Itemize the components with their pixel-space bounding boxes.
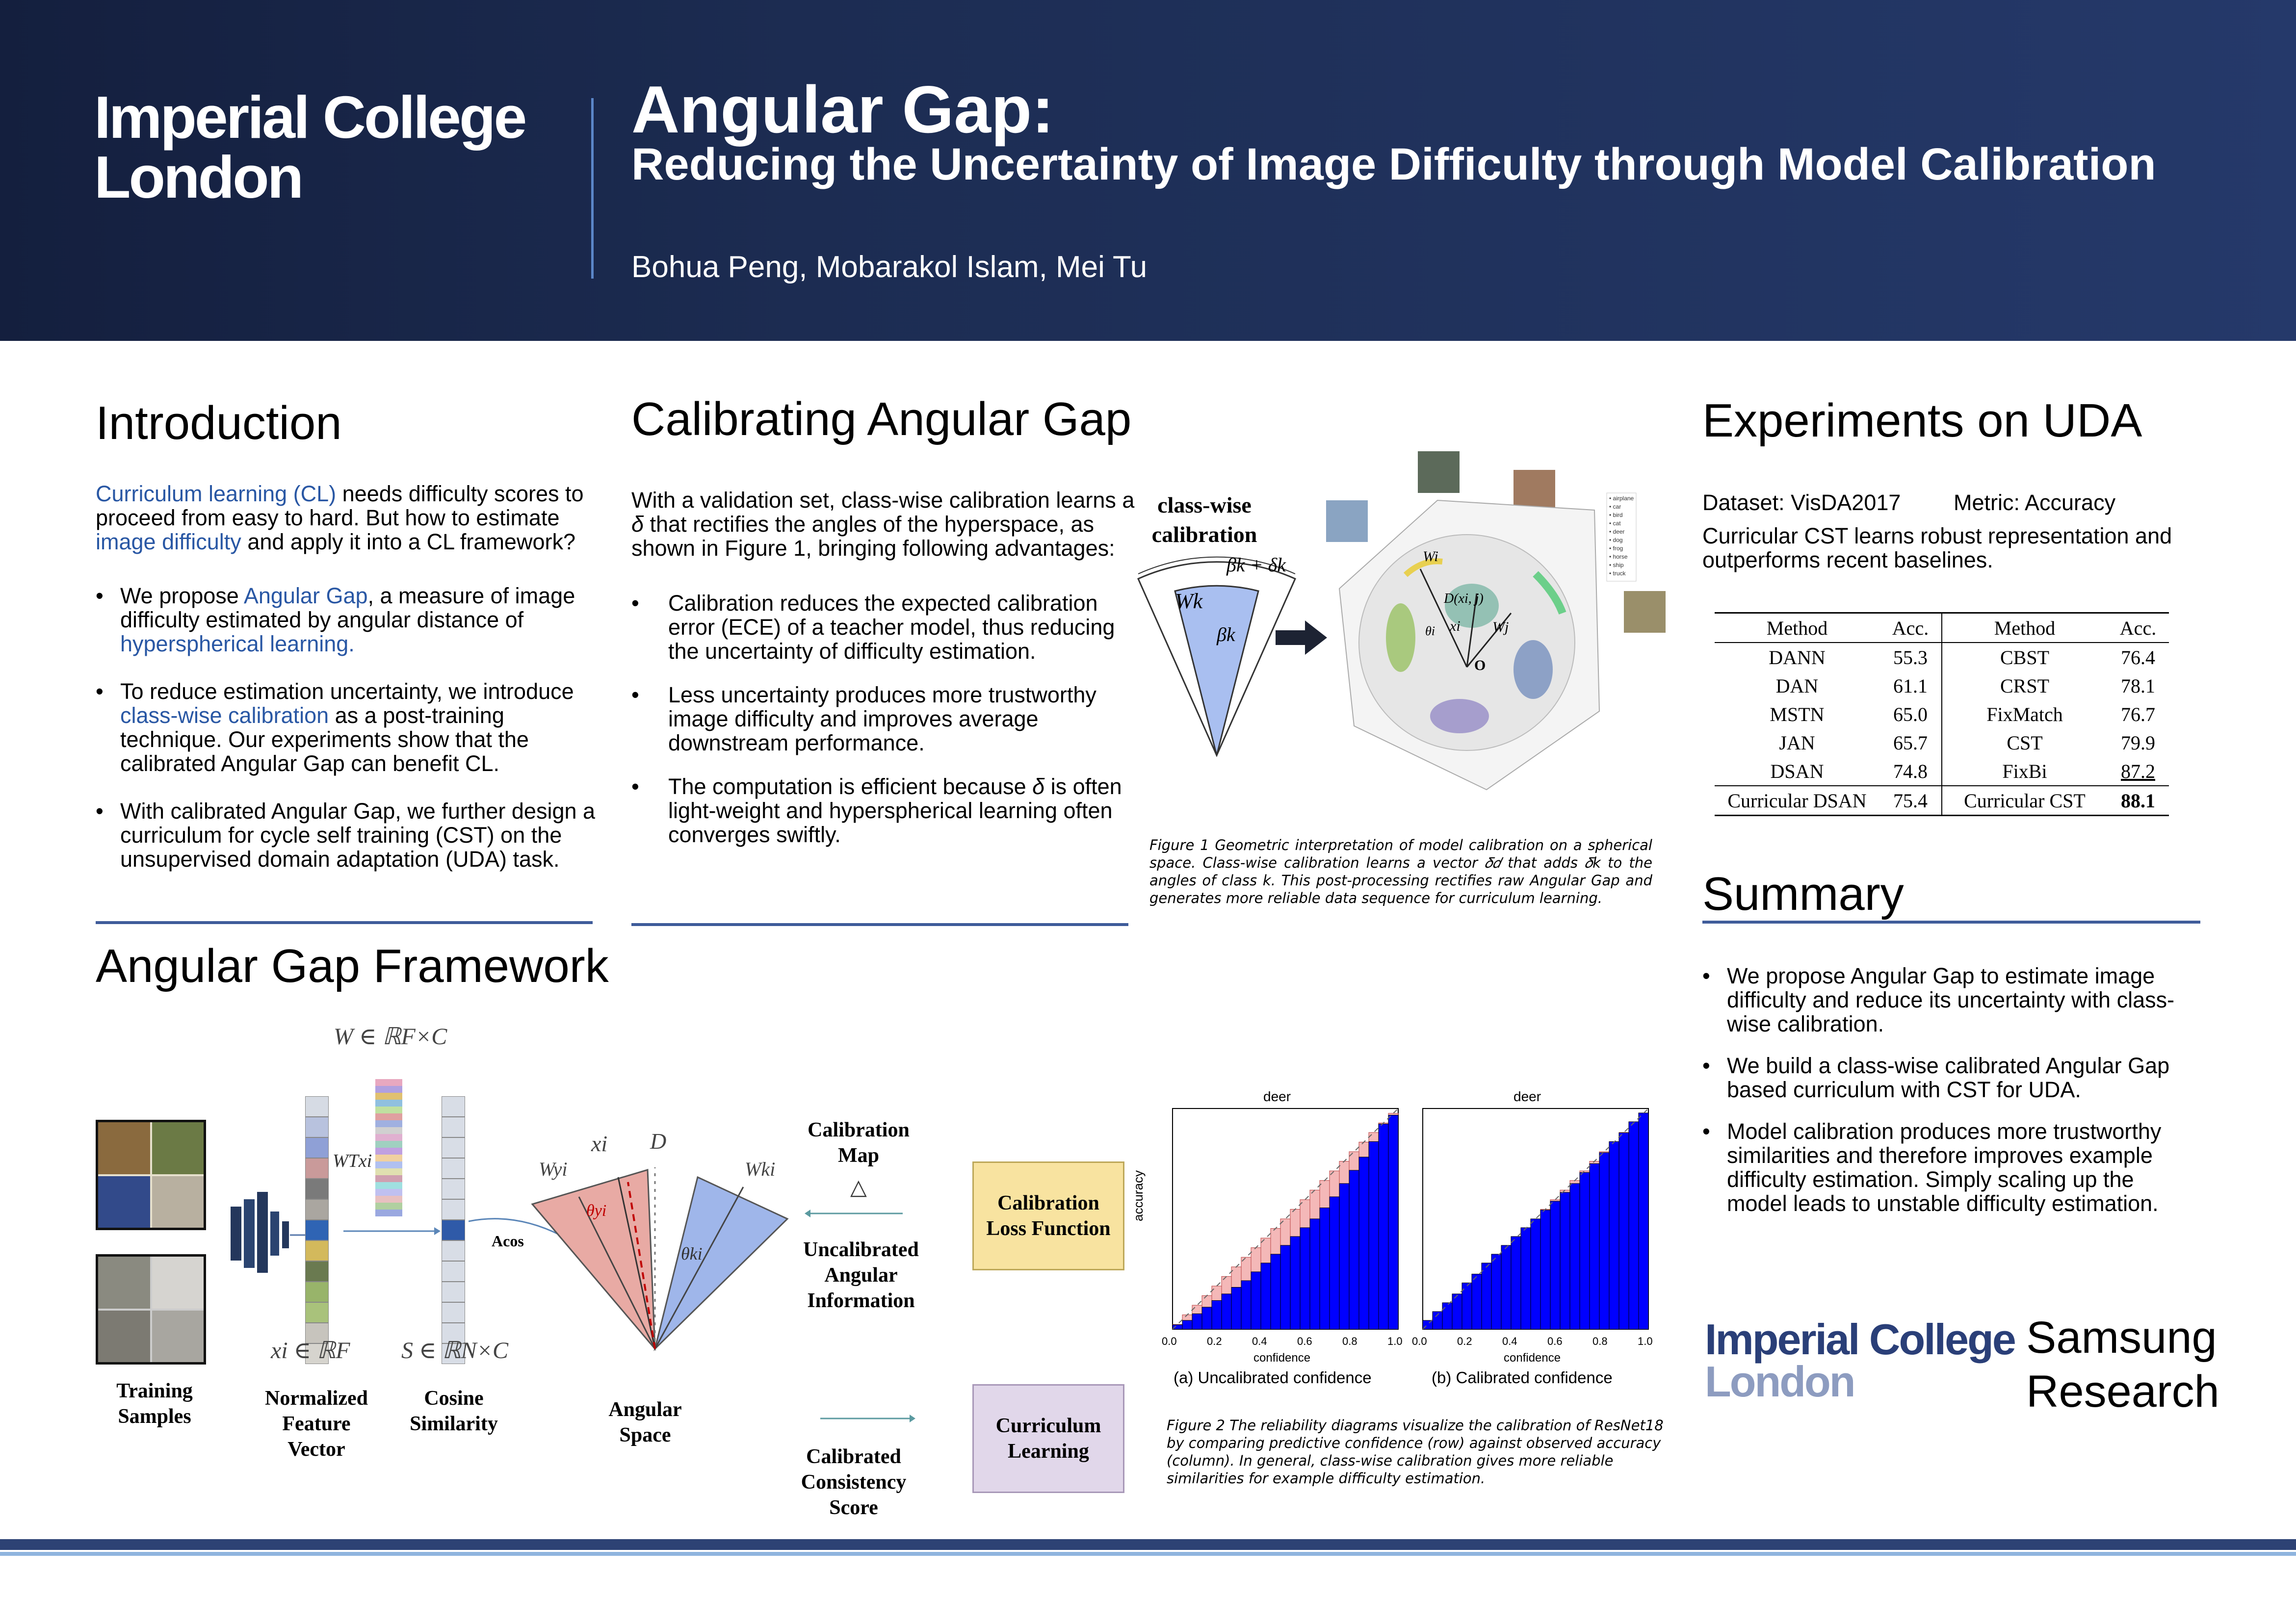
cluster-green	[1386, 603, 1415, 672]
intro-paragraph	[96, 482, 601, 554]
fig1-caption: Figure 1 Geometric interpretation of model calibration on a spherical space. Class-wise calibration learns a vector 𝛿𝑑 that adds 𝛿k to the angles of class k. This post-processing rectifies raw Angular Gap and generates more reliable data sequence for curriculum learning.	[1149, 837, 1652, 906]
gap-bar	[1222, 1276, 1231, 1294]
delta-symbol: δ	[631, 512, 644, 537]
xi-label-fig1: xi	[1450, 618, 1461, 634]
chart-calibrated	[1423, 1108, 1648, 1329]
curriculum-learning-box: Curriculum Learning	[972, 1384, 1124, 1493]
fig2-xticks-a	[1162, 1335, 1403, 1350]
wt-label: WTxi	[333, 1151, 372, 1171]
b3-post: is often light-weight and hyperspherical learning often converges swiftly.	[668, 774, 1122, 847]
x-tick-label: 1.0	[1387, 1335, 1403, 1347]
gap-bar	[1192, 1305, 1202, 1314]
table-row	[1715, 643, 2169, 671]
cluster-blue	[1513, 640, 1553, 699]
logo-line-1: Imperial College	[94, 84, 525, 151]
x-tick-label: 0.0	[1162, 1335, 1177, 1347]
angular-gap-link: Angular Gap	[243, 583, 368, 608]
arrow-head	[434, 1227, 441, 1235]
gap-bar	[1320, 1181, 1330, 1208]
sample-img	[98, 1176, 150, 1228]
wi-label: Wi	[1423, 548, 1438, 565]
s-dim-label: S ∈ ℝN×C	[401, 1338, 508, 1364]
table-cell: 76.4	[2121, 646, 2155, 669]
calibration-loss-box: Calibration Loss Function	[972, 1161, 1124, 1270]
table-cell: FixBi	[2002, 760, 2047, 782]
gap-bar	[1251, 1248, 1261, 1272]
accuracy-bar	[1550, 1201, 1560, 1329]
hyperspherical-link: hyperspherical learning.	[120, 631, 355, 656]
accuracy-bar	[1580, 1173, 1590, 1330]
training-label: Training Samples	[116, 1380, 193, 1428]
table-cell: CRST	[2000, 674, 2050, 697]
sample-img	[98, 1122, 150, 1174]
cal-consist-label: Calibrated Consistency Score	[801, 1445, 907, 1519]
col-method-2: Method	[1994, 617, 2056, 639]
table-cell: Curricular CST	[1964, 789, 2086, 812]
legend-item: • dog	[1609, 537, 1623, 543]
table-cell: FixMatch	[1986, 703, 2063, 725]
accuracy-bar	[1501, 1245, 1511, 1329]
fig2-title-a: deer	[1263, 1089, 1291, 1104]
sample-img	[98, 1311, 150, 1363]
fv-arrow-icon	[343, 1224, 442, 1238]
accuracy-bar	[1330, 1197, 1339, 1329]
accuracy-bar	[1261, 1263, 1271, 1329]
cl-link: Curriculum learning (CL)	[96, 481, 337, 506]
table-row	[1715, 757, 2169, 786]
fig1-legend	[1609, 494, 1634, 578]
fig2-title-b: deer	[1513, 1089, 1541, 1104]
calib-p-pre: With a validation set, class-wise calibration learns a	[631, 488, 1135, 513]
table-cell: 78.1	[2121, 674, 2155, 697]
footer-bar	[0, 1539, 2296, 1550]
accuracy-bar	[1511, 1237, 1521, 1329]
table-cell: MSTN	[1770, 703, 1825, 725]
accuracy-bar	[1629, 1122, 1639, 1329]
thumb-image-4	[1624, 591, 1666, 633]
legend-item: • frog	[1609, 545, 1623, 552]
dist-label: D(xi, j)	[1444, 591, 1484, 606]
legend-item: • airplane	[1609, 495, 1634, 502]
intro-bullet-1	[96, 584, 601, 656]
header-divider	[591, 98, 594, 279]
sample-img	[98, 1257, 150, 1309]
accuracy-bar	[1491, 1254, 1501, 1329]
d-label: D	[650, 1129, 667, 1154]
delta-symbol-2: δ	[1032, 774, 1045, 799]
x-tick-label: 0.4	[1252, 1335, 1267, 1347]
accuracy-bar	[1359, 1157, 1369, 1329]
fig2-caption: Figure 2 The reliability diagrams visualize the calibration of ResNet18 by comparing predictive confidence (row) against observed accuracy (column). In general, class-wise calibration gives more reliable similarities for example difficulty estimation.	[1167, 1417, 1664, 1487]
table-cell: DSAN	[1770, 760, 1824, 782]
accuracy-bar	[1251, 1272, 1261, 1329]
legend-item: • horse	[1609, 553, 1628, 560]
fig2-xlabel-b: confidence	[1504, 1351, 1561, 1365]
table-cell: CBST	[2000, 646, 2050, 669]
intro-heading: Introduction	[96, 397, 342, 449]
table-cell: 74.8	[1879, 757, 1942, 786]
legend-item: • car	[1609, 503, 1621, 510]
layer	[244, 1199, 255, 1268]
table-cell: 76.7	[2121, 703, 2155, 725]
accuracy-bar	[1452, 1294, 1462, 1329]
fig2-xlabel-a: confidence	[1253, 1351, 1311, 1365]
table-cell: 65.0	[1879, 700, 1942, 728]
fig2-ylabel: accuracy	[1131, 1170, 1146, 1221]
cosine-label: Cosine Similarity	[410, 1387, 498, 1435]
wki-label: Wki	[745, 1158, 776, 1180]
training-images-2	[98, 1257, 204, 1362]
w-matrix-label: W ∈ ℝF×C	[334, 1024, 447, 1050]
accuracy-bar	[1173, 1325, 1182, 1329]
thumb-image-1	[1418, 451, 1460, 493]
x-tick-label: 0.8	[1342, 1335, 1357, 1347]
right-arrow-icon	[820, 1413, 916, 1424]
samsung-line1: Samsung	[2026, 1313, 2217, 1363]
intro-bullet-2	[96, 679, 601, 775]
table-cell-best: 88.1	[2121, 789, 2155, 812]
sample-img	[152, 1311, 204, 1363]
x-tick-label: 0.6	[1547, 1335, 1563, 1347]
gap-bar	[1212, 1286, 1222, 1301]
calib-rule	[631, 923, 1128, 926]
legend-item: • bird	[1609, 512, 1623, 518]
weight-matrix	[375, 1079, 402, 1216]
accuracy-bar	[1442, 1303, 1452, 1329]
table-row	[1715, 728, 2169, 757]
beta-delta-label: βk + δk	[1226, 554, 1286, 576]
table-cell: 75.4	[1879, 786, 1942, 816]
col-method-1: Method	[1766, 617, 1828, 639]
poster-title: Angular Gap:	[631, 72, 1054, 147]
accuracy-bar	[1531, 1219, 1540, 1329]
accuracy-bar	[1310, 1219, 1320, 1329]
calib-map-label: Calibration Map	[808, 1119, 910, 1167]
image-difficulty-link: image difficulty	[96, 529, 241, 554]
accuracy-bar	[1192, 1314, 1202, 1330]
x-tick-label: 1.0	[1638, 1335, 1653, 1347]
xi-dim-label: xi ∈ ℝF	[271, 1338, 350, 1364]
gap-bar	[1359, 1142, 1369, 1157]
calib-heading: Calibrating Angular Gap	[631, 393, 1132, 445]
sample-img	[152, 1257, 204, 1309]
accuracy-bar	[1280, 1245, 1290, 1329]
gap-bar	[1271, 1229, 1280, 1254]
cluster-purple	[1430, 699, 1489, 733]
encoder-network-icon	[228, 1172, 307, 1300]
accuracy-bar	[1590, 1164, 1599, 1330]
gap-bar	[1310, 1190, 1320, 1219]
layer	[270, 1212, 279, 1256]
gap-bar	[1339, 1161, 1349, 1184]
calib-bullet-1: • Calibration reduces the expected calibration error (ECE) of a teacher model, thus reducing the uncertainty of difficulty estimation.	[631, 591, 1132, 663]
table-row	[1715, 700, 2169, 728]
theta-label: θi	[1425, 624, 1435, 638]
accuracy-bar	[1369, 1142, 1379, 1330]
wki-sector	[655, 1177, 787, 1349]
calib-paragraph	[631, 488, 1137, 560]
table-row	[1715, 671, 2169, 700]
table-cell: 61.1	[1879, 671, 1942, 700]
intro-bullets	[96, 584, 601, 871]
framework-heading: Angular Gap Framework	[96, 940, 609, 992]
fig1-label: class-wise calibration	[1151, 492, 1257, 547]
imperial-footer-line1: Imperial College	[1705, 1315, 2015, 1364]
thumb-image-3	[1326, 500, 1368, 542]
authors: Bohua Peng, Mobarakol Islam, Mei Tu	[631, 250, 1148, 284]
layer	[282, 1221, 289, 1248]
gap-bar	[1202, 1296, 1212, 1307]
xi-top-label: xi	[591, 1131, 608, 1156]
b1-pre: We propose	[120, 583, 244, 608]
summary-rule	[1702, 921, 2200, 924]
gap-bar	[1369, 1133, 1379, 1142]
accuracy-bar	[1560, 1192, 1570, 1329]
accuracy-bar	[1241, 1281, 1251, 1329]
table-cell: Curricular DSAN	[1727, 789, 1867, 812]
accuracy-bar	[1609, 1142, 1619, 1330]
b2-pre: To reduce estimation uncertainty, we introduce	[120, 679, 574, 704]
table-body	[1715, 643, 2169, 786]
accuracy-bar	[1379, 1124, 1388, 1330]
layer	[231, 1207, 241, 1261]
theta-ki-label: θki	[681, 1244, 703, 1263]
summary-bullet-2: • We build a class-wise calibrated Angular Gap based curriculum with CST for UDA.	[1702, 1054, 2198, 1102]
accuracy-bar	[1202, 1307, 1212, 1329]
arrow-head	[805, 1210, 810, 1217]
exp-description: Curricular CST learns robust representation and outperforms recent baselines.	[1702, 523, 2172, 572]
summary-heading: Summary	[1702, 868, 1904, 920]
metric-label: Metric: Accuracy	[1954, 490, 2116, 515]
legend-item: • truck	[1609, 570, 1626, 577]
training-images-1	[98, 1122, 204, 1228]
sample-img	[152, 1122, 204, 1174]
imperial-logo	[94, 84, 525, 210]
fig1-arrow-icon	[1276, 620, 1330, 655]
accuracy-bar	[1212, 1301, 1222, 1330]
legend-item: • ship	[1609, 562, 1624, 568]
table-cell: 79.9	[2121, 731, 2155, 754]
accuracy-bar	[1222, 1294, 1231, 1329]
table-header-row	[1715, 613, 2169, 643]
accuracy-bar	[1231, 1288, 1241, 1330]
gap-bar	[1300, 1200, 1310, 1228]
accuracy-bar	[1290, 1237, 1300, 1329]
table-cell: DAN	[1775, 674, 1819, 697]
x-tick-label: 0.6	[1297, 1335, 1312, 1347]
intro-bullet-3: • With calibrated Angular Gap, we further design a curriculum for cycle self training (CST) on the unsupervised domain adaptation (UDA) task.	[96, 799, 601, 871]
wj-label: Wj	[1492, 619, 1509, 635]
accuracy-bar	[1570, 1184, 1580, 1329]
accuracy-bar	[1521, 1228, 1531, 1329]
accuracy-bar	[1339, 1184, 1349, 1329]
cosine-vector	[442, 1096, 465, 1364]
x-tick-label: 0.8	[1592, 1335, 1608, 1347]
accuracy-bar	[1320, 1208, 1330, 1330]
summary-bullets	[1702, 964, 2198, 1215]
accuracy-bar	[1300, 1228, 1310, 1329]
imperial-footer-line2: London	[1705, 1357, 1854, 1406]
intro-text-1: needs difficulty scores to proceed from easy to hard. But how to estimate	[96, 481, 584, 530]
uncal-label: Uncalibrated Angular Information	[803, 1238, 919, 1312]
wk-label: Wk	[1175, 589, 1203, 613]
normalized-label: Normalized Feature Vector	[265, 1387, 368, 1461]
calib-bullets	[631, 591, 1132, 847]
table-last-row	[1715, 786, 2169, 816]
table-cell: 55.3	[1879, 643, 1942, 671]
accuracy-bar	[1540, 1210, 1550, 1329]
col-acc-2: Acc.	[2119, 617, 2157, 639]
b3-pre: The computation is efficient because	[668, 774, 1033, 799]
accuracy-bar	[1182, 1320, 1192, 1329]
fig1-sphere	[1325, 446, 1639, 819]
b1-mid: , a measure of image difficulty estimated by angular distance of	[120, 583, 575, 632]
fig2-sub-b: (b) Calibrated confidence	[1432, 1368, 1613, 1387]
legend-item: • deer	[1609, 528, 1625, 535]
intro-rule	[96, 921, 593, 924]
poster-subtitle: Reducing the Uncertainty of Image Difficulty through Model Calibration	[631, 139, 2156, 189]
fig1-sector	[1128, 544, 1305, 765]
feature-vector	[305, 1096, 329, 1364]
beta-label: βk	[1217, 623, 1235, 645]
gap-bar	[1290, 1209, 1300, 1237]
exp-heading: Experiments on UDA	[1702, 394, 2142, 447]
samsung-logo	[2026, 1311, 2219, 1418]
summary-bullet-3: • Model calibration produces more trustworthy similarities and therefore improves example difficulty estimation. Simply scaling up the model leads to unstable difficulty estimation.	[1702, 1119, 2198, 1215]
table-cell: 87.2	[2121, 760, 2155, 782]
x-tick-label: 0.2	[1207, 1335, 1222, 1347]
col-acc-1: Acc.	[1879, 613, 1942, 643]
samsung-line2: Research	[2026, 1366, 2219, 1417]
wyi-sector	[532, 1170, 655, 1349]
table-cell: DANN	[1769, 646, 1826, 669]
wyi-label: Wyi	[539, 1158, 568, 1180]
calib-bullet-2: • Less uncertainty produces more trustworthy image difficulty and improves average downstream performance.	[631, 683, 1132, 755]
imperial-footer-logo	[1705, 1315, 2015, 1406]
origin-label: O	[1474, 657, 1486, 673]
accuracy-bar	[1349, 1170, 1359, 1329]
calib-p-post: that rectifies the angles of the hyperspace, as shown in Figure 1, bringing following advantages:	[631, 512, 1115, 561]
dataset-label: Dataset: VisDA2017	[1702, 490, 1901, 515]
table-cell: 65.7	[1879, 728, 1942, 757]
triangle-icon: △	[850, 1175, 867, 1199]
x-tick-label: 0.4	[1502, 1335, 1517, 1347]
sample-img	[152, 1176, 204, 1228]
gap-bar	[1388, 1113, 1398, 1115]
summary-bullet-1: • We propose Angular Gap to estimate image difficulty and reduce its uncertainty with class-wise calibration.	[1702, 964, 2198, 1036]
accuracy-bar	[1271, 1254, 1280, 1329]
fig2-xticks-b	[1412, 1335, 1653, 1350]
class-wise-calibration-link: class-wise calibration	[120, 703, 329, 728]
accuracy-bar	[1639, 1113, 1648, 1329]
calib-bullet-3	[631, 774, 1132, 847]
theta-yi-label: θyi	[586, 1202, 607, 1220]
logo-line-2: London	[94, 144, 302, 210]
accuracy-bar	[1599, 1153, 1609, 1329]
footer-accent	[0, 1552, 2296, 1556]
results-table	[1715, 612, 2169, 816]
fig2-sub-a: (a) Uncalibrated confidence	[1174, 1368, 1372, 1387]
acos-label: Acos	[492, 1232, 524, 1250]
accuracy-bar	[1472, 1274, 1482, 1330]
gap-bar	[1231, 1267, 1241, 1288]
gap-bar	[1182, 1315, 1192, 1320]
accuracy-bar	[1388, 1115, 1398, 1330]
chart-uncalibrated	[1173, 1108, 1398, 1329]
accuracy-bar	[1482, 1263, 1491, 1329]
legend-item: • cat	[1609, 520, 1621, 527]
arrow-head	[910, 1415, 915, 1422]
accuracy-bar	[1619, 1133, 1629, 1330]
x-tick-label: 0.0	[1412, 1335, 1427, 1347]
layer	[257, 1192, 268, 1273]
table-cell: JAN	[1779, 731, 1815, 754]
arrow-shape	[1276, 620, 1327, 655]
left-arrow-icon	[805, 1208, 905, 1219]
angular-label: Angular Space	[608, 1398, 682, 1446]
b2-post: as a post-training technique. Our experiments show that the calibrated Angular Gap can benefit CL.	[120, 703, 529, 776]
intro-text-2: and apply it into a CL framework?	[241, 529, 575, 554]
table-cell: CST	[2007, 731, 2043, 754]
x-tick-label: 0.2	[1457, 1335, 1472, 1347]
